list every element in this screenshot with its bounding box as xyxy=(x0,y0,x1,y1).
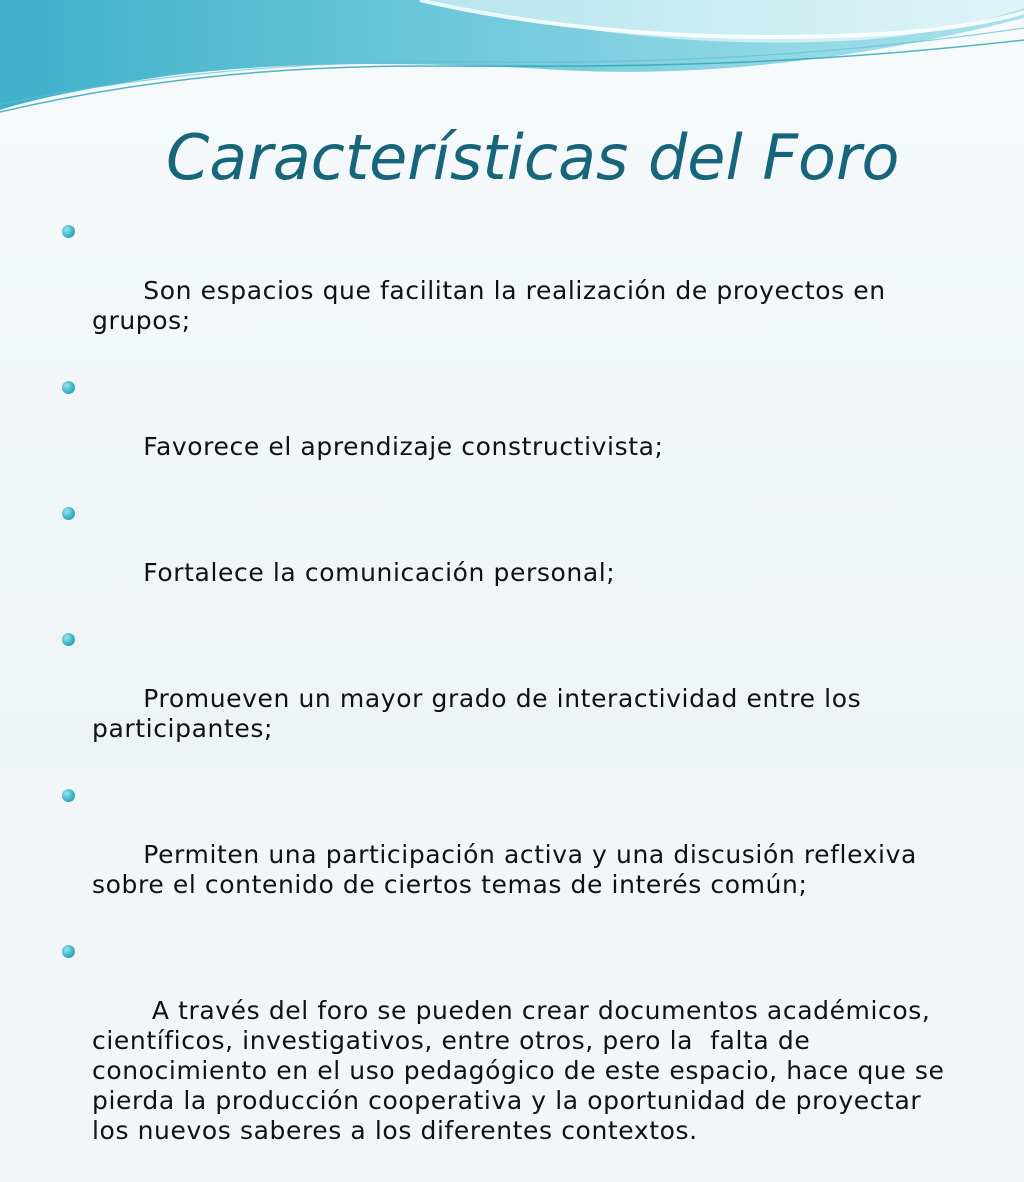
bullet-text: Promueven un mayor grado de interactividad entre los participantes; xyxy=(92,684,870,743)
bullet-icon xyxy=(62,381,75,394)
bullet-icon xyxy=(62,633,75,646)
list-item xyxy=(62,216,962,366)
page-title: Características del Foro xyxy=(166,121,900,194)
bullet-text: A través del foro se pueden crear documentos académicos, científicos, investigativos, entre otros, pero la falta de conocimiento en el uso pedagógico de este espacio, hace que se pierda la producción cooperativa y la oportunidad de proyectar los nuevos saberes a los diferentes contextos. xyxy=(92,996,954,1145)
bullet-text: Son espacios que facilitan la realización de proyectos en grupos; xyxy=(92,276,895,335)
bullet-text: Fortalece la comunicación personal; xyxy=(143,558,616,587)
list-item xyxy=(62,498,962,618)
list-item xyxy=(62,936,962,1176)
list-item xyxy=(62,624,962,774)
bullet-icon xyxy=(62,225,75,238)
bullet-text: Favorece el aprendizaje constructivista; xyxy=(143,432,664,461)
list-item xyxy=(62,780,962,930)
bullet-icon xyxy=(62,507,75,520)
decorative-wave-header xyxy=(0,0,1024,130)
bullet-icon xyxy=(62,789,75,802)
bullet-list xyxy=(62,216,962,1182)
list-item xyxy=(62,372,962,492)
bullet-text: Permiten una participación activa y una discusión reflexiva sobre el contenido de ciertos temas de interés común; xyxy=(92,840,926,899)
bullet-icon xyxy=(62,945,75,958)
